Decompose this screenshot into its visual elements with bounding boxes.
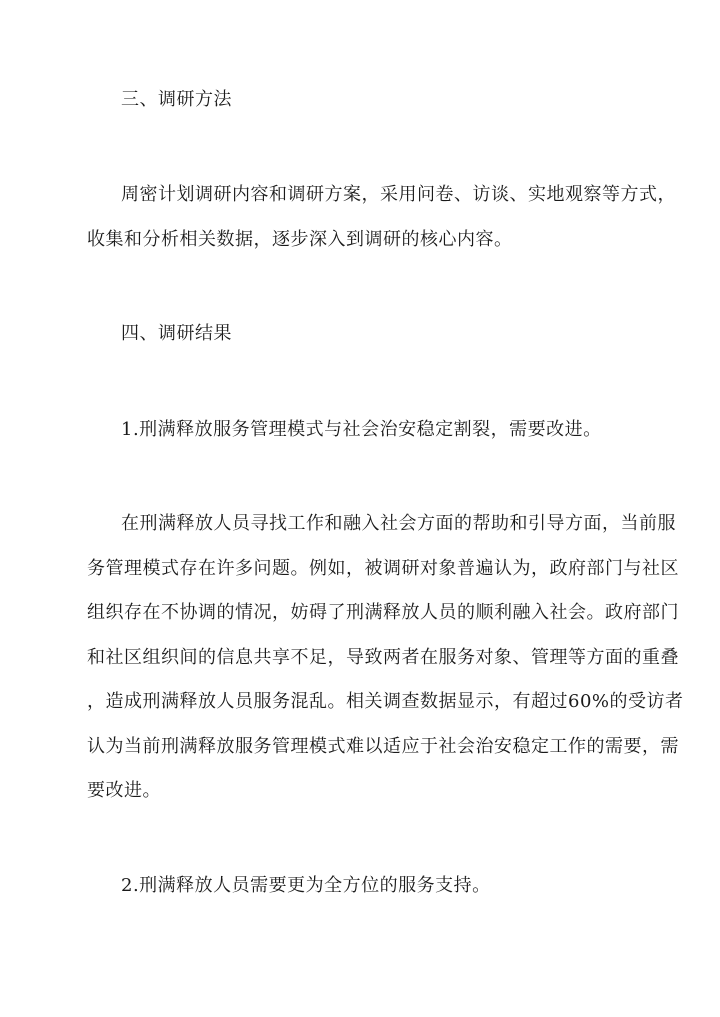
paragraph-line: 在刑满释放人员寻找工作和融入社会方面的帮助和引导方面，当前服 <box>121 513 676 534</box>
paragraph-line: 组织存在不协调的情况，妨碍了刑满释放人员的顺利融入社会。政府部门 <box>87 602 679 623</box>
paragraph-line: 要改进。 <box>87 780 161 801</box>
paragraph-line: ，造成刑满释放人员服务混乱。相关调查数据显示，有超过60%的受访者 <box>87 691 684 712</box>
section-heading-methods: 三、调研方法 <box>121 89 232 110</box>
paragraph-line: 务管理模式存在许多问题。例如，被调研对象普遍认为，政府部门与社区 <box>87 558 679 579</box>
item-title-1: 1.刑满释放服务管理模式与社会治安稳定割裂，需要改进。 <box>121 419 602 440</box>
paragraph-line: 收集和分析相关数据，逐步深入到调研的核心内容。 <box>87 229 513 250</box>
item-title-2: 2.刑满释放人员需要更为全方位的服务支持。 <box>121 875 491 896</box>
paragraph-line: 周密计划调研内容和调研方案，采用问卷、访谈、实地观察等方式， <box>121 184 676 205</box>
section-heading-results: 四、调研结果 <box>121 323 232 344</box>
paragraph-line: 认为当前刑满释放服务管理模式难以适应于社会治安稳定工作的需要，需 <box>87 736 679 757</box>
paragraph-line: 和社区组织间的信息共享不足，导致两者在服务对象、管理等方面的重叠 <box>87 647 679 668</box>
